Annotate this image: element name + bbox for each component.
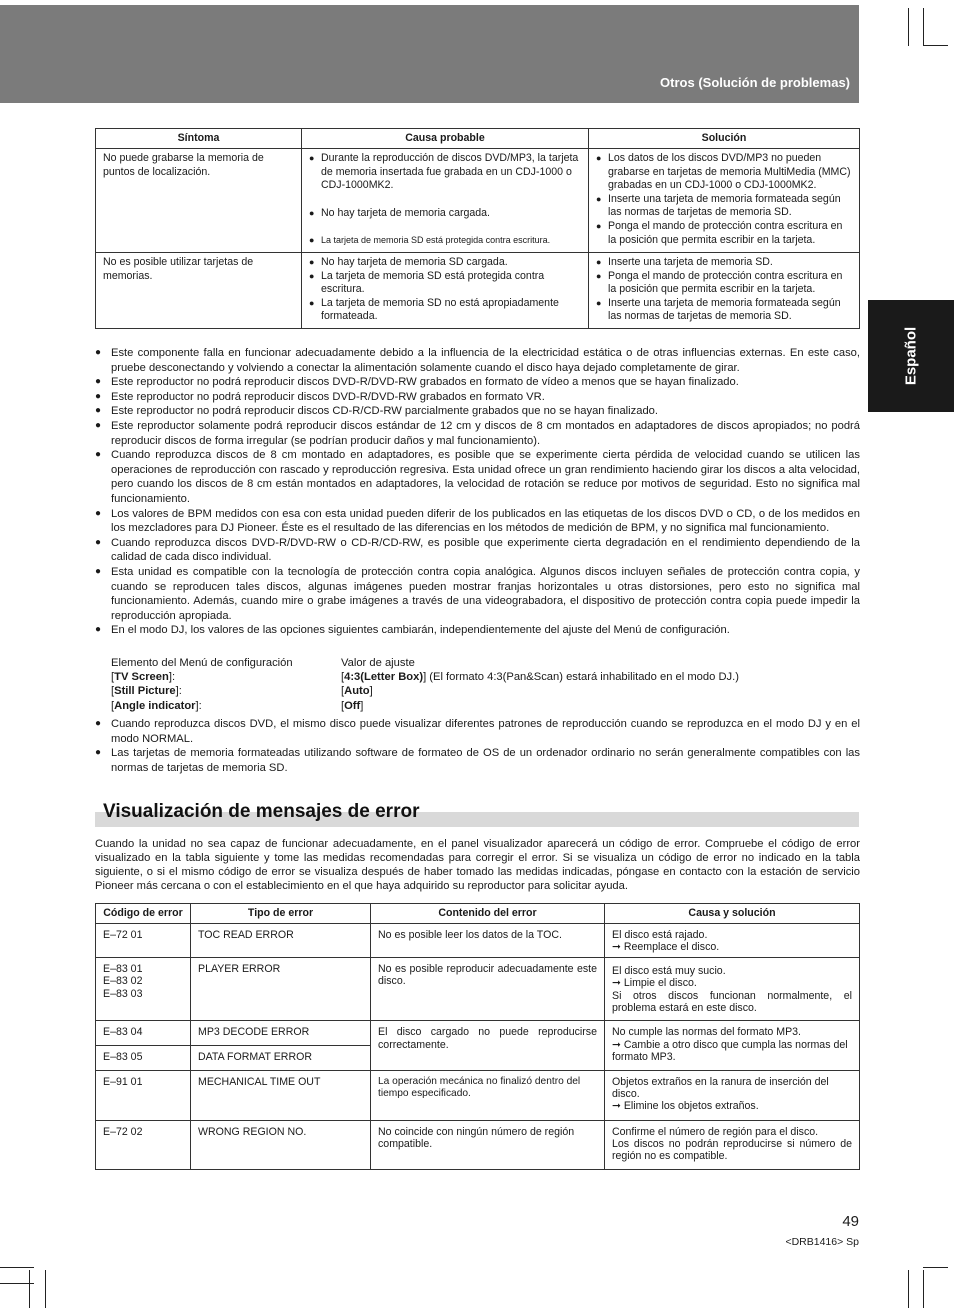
error-type: MP3 DECODE ERROR <box>191 1021 371 1046</box>
fix-text: ➞ Limpie el disco. <box>612 977 697 990</box>
table-header-row <box>96 129 860 149</box>
cause-item: ● No hay tarjeta de memoria cargada. <box>309 207 582 221</box>
table-row <box>96 252 860 328</box>
error-content: La operación mecánica no finalizó dentro del tiempo especificado. <box>371 1070 605 1120</box>
error-type: MECHANICAL TIME OUT <box>191 1070 371 1120</box>
error-code: E–72 01 <box>96 924 191 958</box>
note-item: ● Este reproductor no podrá reproducir discos DVD-R/DVD-RW grabados en formato de vídeo a menos que se hayan finalizado. <box>95 375 860 390</box>
table-row <box>96 1070 860 1120</box>
note-item: ● Los valores de BPM medidos con esa con esta unidad pueden diferir de los publicados en las etiquetas de los discos DVD o CD, o de los medidos en los mezcladores para DJ Pioneer. Éste es el resultado de las diferencias en los métodos de medición de BPM, y no significa mal funcionamiento. <box>95 507 860 536</box>
crop-mark <box>923 45 948 46</box>
error-code: E–83 05 <box>96 1046 191 1071</box>
table-row <box>96 149 860 253</box>
crop-mark <box>908 8 909 46</box>
section-title: Otros (Solución de problemas) <box>660 75 850 90</box>
fix-text: ➞ Cambie a otro disco que cumpla las normas del formato MP3. <box>612 1038 848 1064</box>
fix-text: Los discos no podrán reproducirse si número de región no es compatible. <box>612 1138 852 1163</box>
error-cause <box>605 957 860 1021</box>
cause-item: ● La tarjeta de memoria SD está protegida contra escritura. <box>309 234 582 248</box>
note-item: ● Este reproductor no podrá reproducir discos CD-R/CD-RW parcialmente grabados que no se hayan finalizado. <box>95 404 860 419</box>
dj-mode-settings <box>111 656 739 713</box>
error-code: E–83 04 <box>96 1021 191 1046</box>
table-row <box>96 1120 860 1169</box>
error-cause <box>605 1021 860 1070</box>
error-cause <box>605 924 860 958</box>
notes-list-continued <box>95 717 860 775</box>
solution-item: ● Inserte una tarjeta de memoria formateada según las normas de tarjetas de memoria SD. <box>596 297 853 324</box>
note-item: ● Este reproductor no podrá reproducir discos DVD-R/DVD-RW grabados en formato VR. <box>95 390 860 405</box>
error-content: El disco cargado no puede reproducirse correctamente. <box>371 1021 605 1070</box>
note-item: ● En el modo DJ, los valores de las opciones siguientes cambiarán, independientemente del ajuste del Menú de configuración. <box>95 623 860 638</box>
fix-text: Si otros discos funcionan normalmente, el problema estará en este disco. <box>612 989 852 1015</box>
section-heading: Visualización de mensajes de error <box>103 801 420 822</box>
table-header-row <box>96 904 860 924</box>
solution-item: ● Inserte una tarjeta de memoria formateada según las normas de tarjetas de memoria SD. <box>596 193 853 220</box>
notes-list <box>95 346 860 638</box>
error-table <box>95 903 860 1170</box>
settings-row: [Angle indicator]: [Off] <box>111 699 364 712</box>
fix-text: ➞ Elimine los objetos extraños. <box>612 1100 759 1113</box>
settings-row: [Still Picture]: [Auto] <box>111 685 373 698</box>
settings-row: [TV Screen]: [4:3(Letter Box)] (El formato 4:3(Pan&Scan) estará inhabilitado en el modo DJ.) <box>111 671 739 684</box>
note-item: ● Este componente falla en funcionar adecuadamente debido a la influencia de la electricidad estática o de otras influencias externas. En este caso, pruebe desconectando y volviendo a conectar la alimentación solamente cuando el disco haya dejado completamente de girar. <box>95 346 860 375</box>
error-code: E–83 01 E–83 02 E–83 03 <box>96 957 191 1021</box>
settings-value: Off <box>344 699 361 712</box>
note-item: ● Cuando reproduzca discos DVD-R/DVD-RW o CD-R/CD-RW, es posible que experimente cierta degradación en el rendimiento dependiendo de la calidad de cada disco individual. <box>95 536 860 565</box>
fix-text: ➞ Reemplace el disco. <box>612 941 720 954</box>
error-code: E–72 02 <box>96 1120 191 1169</box>
cause-cell <box>302 149 589 253</box>
cause-text: Confirme el número de región para el disco. <box>612 1125 819 1138</box>
troubleshooting-table <box>95 128 860 329</box>
cause-text: Objetos extraños en la ranura de inserción del disco. <box>612 1075 829 1101</box>
column-header: Código de error <box>96 904 191 924</box>
crop-mark <box>923 1270 924 1308</box>
table-row <box>96 1021 860 1046</box>
error-content: No es posible reproducir adecuadamente este disco. <box>371 957 605 1021</box>
crop-mark <box>45 1270 46 1308</box>
cause-text: El disco está muy sucio. <box>612 964 726 977</box>
settings-item: TV Screen <box>114 671 169 684</box>
note-item: ● Cuando reproduzca discos de 8 cm montado en adaptadores, es posible que se experimente cierta pérdida de velocidad cuando se utilicen las operaciones de reproducción con rascado y reproducción regresiva. Esta unidad ofrece un gran rendimiento haciendo girar los discos a alta velocidad, pero cuando los discos de 8 cm están montados en adaptadores, la velocidad de rotación se reduce por motivos de seguridad. Esto no significa mal funcionamiento. <box>95 448 860 506</box>
column-header: Solución <box>589 129 860 149</box>
settings-value-header: Valor de ajuste <box>341 657 415 669</box>
settings-value: 4:3(Letter Box) <box>344 671 424 684</box>
settings-item-header: Elemento del Menú de configuración <box>111 657 293 669</box>
page-number: 49 <box>842 1213 859 1230</box>
error-cause <box>605 1120 860 1169</box>
column-header: Causa probable <box>302 129 589 149</box>
error-type: TOC READ ERROR <box>191 924 371 958</box>
table-row <box>96 924 860 958</box>
settings-item: Angle indicator <box>114 699 196 712</box>
cause-text: El disco está rajado. <box>612 929 708 941</box>
column-header: Tipo de error <box>191 904 371 924</box>
crop-mark <box>29 1270 30 1308</box>
solution-item: ● Los datos de los discos DVD/MP3 no pueden grabarse en tarjetas de memoria MultiMedia (MMC) grabadas en un CDJ-1000 o CDJ-1000MK2. <box>596 152 853 193</box>
error-type: DATA FORMAT ERROR <box>191 1046 371 1071</box>
solution-item: ● Ponga el mando de protección contra escritura en la posición que permita escribir en la tarjeta. <box>596 220 853 247</box>
error-code: E–91 01 <box>96 1070 191 1120</box>
settings-value-note: (El formato 4:3(Pan&Scan) estará inhabilitado en el modo DJ.) <box>426 671 739 684</box>
language-tab <box>868 300 954 412</box>
note-item: ● Cuando reproduzca discos DVD, el mismo disco puede visualizar diferentes patrones de reproducción cuando se reproduzca en el modo DJ y en el modo NORMAL. <box>95 717 860 746</box>
note-item: ● Este reproductor solamente podrá reproducir discos estándar de 12 cm y discos de 8 cm montados en adaptadores de discos apropiados; no podrá reproducir discos de forma irregular (se podrían producir daños y mal funcionamiento). <box>95 419 860 448</box>
solution-item: ● Ponga el mando de protección contra escritura en la posición que permita escribir en la tarjeta. <box>596 270 853 297</box>
document-code: <DRB1416> Sp <box>785 1236 859 1248</box>
column-header: Causa y solución <box>605 904 860 924</box>
solution-cell <box>589 149 860 253</box>
section-intro: Cuando la unidad no sea capaz de funcionar adecuadamente, en el panel visualizador aparecerá un código de error. Compruebe el código de error visualizado en la tabla siguiente y tome las medidas recomendadas para corregir el error. Si se visualiza un código de error no indicado en la tabla siguiente, o si el mismo código de error se visualiza después de haber tomado las medidas indicadas, póngase en contacto con la estación de servicio Pioneer más cercana o con el establecimiento en el que haya adquirido su reproductor para solicitar ayuda. <box>95 838 860 892</box>
cause-item: ● La tarjeta de memoria SD no está apropiadamente formateada. <box>309 297 582 324</box>
error-content: No coincide con ningún número de región compatible. <box>371 1120 605 1169</box>
cause-text: No cumple las normas del formato MP3. <box>612 1026 801 1039</box>
table-row <box>96 957 860 1021</box>
cause-item: ● Durante la reproducción de discos DVD/MP3, la tarjeta de memoria insertada fue grabada en un CDJ-1000 o CDJ-1000MK2. <box>309 152 582 193</box>
symptom-cell: No puede grabarse la memoria de puntos de localización. <box>96 149 302 253</box>
symptom-cell: No es posible utilizar tarjetas de memorias. <box>96 252 302 328</box>
crop-mark <box>0 1267 34 1268</box>
language-tab-label: Español <box>902 326 920 386</box>
settings-item: Still Picture <box>114 685 176 698</box>
note-item: ● Las tarjetas de memoria formateadas utilizando software de formateo de OS de un ordenador ordinario no serán generalmente compatibles con las normas de tarjetas de memoria SD. <box>95 746 860 775</box>
column-header: Contenido del error <box>371 904 605 924</box>
crop-mark <box>923 8 924 46</box>
crop-mark <box>908 1270 909 1308</box>
cause-item: ● No hay tarjeta de memoria SD cargada. <box>309 256 582 270</box>
solution-cell <box>589 252 860 328</box>
error-type: WRONG REGION NO. <box>191 1120 371 1169</box>
column-header: Síntoma <box>96 129 302 149</box>
error-cause <box>605 1070 860 1120</box>
solution-item: ● Inserte una tarjeta de memoria SD. <box>596 256 853 270</box>
settings-header-row <box>111 656 739 670</box>
settings-value: Auto <box>344 685 370 698</box>
cause-item: ● La tarjeta de memoria SD está protegida contra escritura. <box>309 270 582 297</box>
cause-cell <box>302 252 589 328</box>
error-content: No es posible leer los datos de la TOC. <box>371 924 605 958</box>
error-type: PLAYER ERROR <box>191 957 371 1021</box>
crop-mark <box>923 1267 948 1268</box>
note-item: ● Esta unidad es compatible con la tecnología de protección contra copia analógica. Algunos discos incluyen señales de protección contra copia, y cuando se reproducen tales discos, algunas imágenes pueden mostrar franjas horizontales u otras distorsiones, pero esto no significa mal funcionamiento. Además, cuando mire o grabe imágenes a través de una videograbadora, el dispositivo de protección contra copia puede impedir la reproducción apropiada. <box>95 565 860 623</box>
